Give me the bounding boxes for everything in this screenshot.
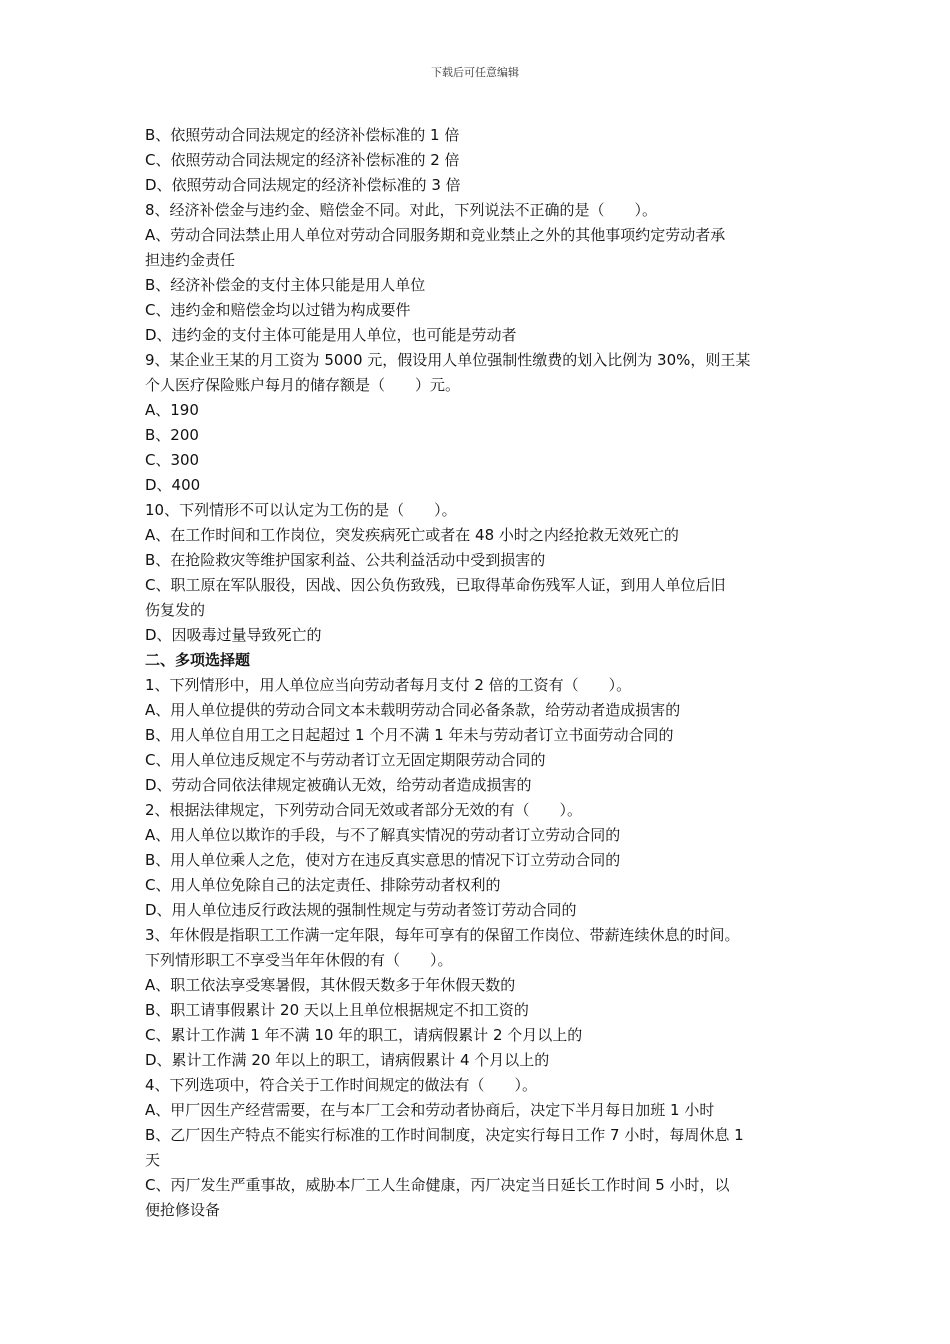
question-line: 4、下列选项中，符合关于工作时间规定的做法有（ ）。 [145, 1076, 538, 1094]
question-line: 8、经济补偿金与违约金、赔偿金不同。对此，下列说法不正确的是（ ）。 [145, 201, 658, 219]
option-line: C、丙厂发生严重事故，威胁本厂工人生命健康，丙厂决定当日延长工作时间 5 小时，以 [145, 1176, 730, 1194]
option-continuation-line: 担违约金责任 [145, 251, 236, 269]
option-line: B、在抢险救灾等维护国家利益、公共利益活动中受到损害的 [145, 551, 546, 569]
question-line: 10、下列情形不可以认定为工伤的是（ ）。 [145, 501, 457, 519]
page-header-note: 下载后可任意编辑 [431, 66, 519, 79]
question-line: 3、年休假是指职工工作满一定年限，每年可享有的保留工作岗位、带薪连续休息的时间。 [145, 926, 740, 944]
option-line: D、劳动合同依法律规定被确认无效，给劳动者造成损害的 [145, 776, 532, 794]
option-line: A、甲厂因生产经营需要，在与本厂工会和劳动者协商后，决定下半月每日加班 1 小时 [145, 1101, 715, 1119]
option-line: A、用人单位提供的劳动合同文本未载明劳动合同必备条款，给劳动者造成损害的 [145, 701, 681, 719]
option-line: C、依照劳动合同法规定的经济补偿标准的 2 倍 [145, 151, 460, 169]
question-continuation-line: 下列情形职工不享受当年年休假的有（ ）。 [145, 951, 453, 969]
option-line: D、依照劳动合同法规定的经济补偿标准的 3 倍 [145, 176, 461, 194]
option-line: A、劳动合同法禁止用人单位对劳动合同服务期和竞业禁止之外的其他事项约定劳动者承 [145, 226, 726, 244]
option-line: B、乙厂因生产特点不能实行标准的工作时间制度，决定实行每日工作 7 小时，每周休息 1 [145, 1126, 744, 1144]
question-line: 1、下列情形中，用人单位应当向劳动者每月支付 2 倍的工资有（ ）。 [145, 676, 632, 694]
option-continuation-line: 便抢修设备 [145, 1201, 221, 1219]
option-line: D、违约金的支付主体可能是用人单位，也可能是劳动者 [145, 326, 517, 344]
option-line: C、违约金和赔偿金均以过错为构成要件 [145, 301, 411, 319]
option-line: B、200 [145, 426, 199, 444]
option-line: C、累计工作满 1 年不满 10 年的职工，请病假累计 2 个月以上的 [145, 1026, 583, 1044]
question-line: 9、某企业王某的月工资为 5000 元，假设用人单位强制性缴费的划入比例为 30%，则王某 [145, 351, 751, 369]
option-line: D、400 [145, 476, 201, 494]
document-body [145, 123, 810, 1223]
option-continuation-line: 伤复发的 [145, 601, 206, 619]
option-line: C、用人单位免除自己的法定责任、排除劳动者权利的 [145, 876, 501, 894]
option-line: B、用人单位乘人之危，使对方在违反真实意思的情况下订立劳动合同的 [145, 851, 621, 869]
option-line: B、用人单位自用工之日起超过 1 个月不满 1 年未与劳动者订立书面劳动合同的 [145, 726, 674, 744]
question-continuation-line: 个人医疗保险账户每月的储存额是（ ）元。 [145, 376, 461, 394]
option-continuation-line: 天 [145, 1151, 161, 1169]
option-line: D、因吸毒过量导致死亡的 [145, 626, 322, 644]
option-line: A、用人单位以欺诈的手段，与不了解真实情况的劳动者订立劳动合同的 [145, 826, 621, 844]
option-line: B、依照劳动合同法规定的经济补偿标准的 1 倍 [145, 126, 460, 144]
option-line: C、300 [145, 451, 200, 469]
option-line: D、累计工作满 20 年以上的职工，请病假累计 4 个月以上的 [145, 1051, 550, 1069]
option-line: B、职工请事假累计 20 天以上且单位根据规定不扣工资的 [145, 1001, 529, 1019]
option-line: A、190 [145, 401, 199, 419]
option-line: A、职工依法享受寒暑假，其休假天数多于年休假天数的 [145, 976, 516, 994]
option-line: B、经济补偿金的支付主体只能是用人单位 [145, 276, 426, 294]
option-line: C、用人单位违反规定不与劳动者订立无固定期限劳动合同的 [145, 751, 546, 769]
option-line: D、用人单位违反行政法规的强制性规定与劳动者签订劳动合同的 [145, 901, 577, 919]
option-line: A、在工作时间和工作岗位，突发疾病死亡或者在 48 小时之内经抢救无效死亡的 [145, 526, 679, 544]
section-heading: 二、多项选择题 [145, 651, 251, 669]
option-line: C、职工原在军队服役，因战、因公负伤致残，已取得革命伤残军人证，到用人单位后旧 [145, 576, 726, 594]
question-line: 2、根据法律规定，下列劳动合同无效或者部分无效的有（ ）。 [145, 801, 583, 819]
